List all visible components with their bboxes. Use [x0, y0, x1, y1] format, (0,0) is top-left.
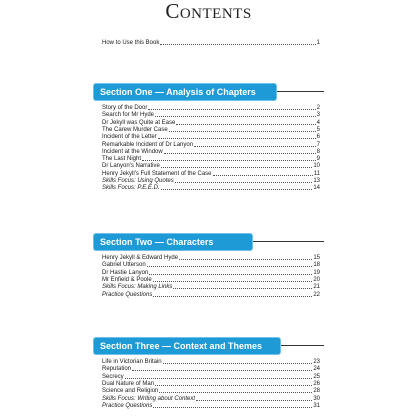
dot-leader	[173, 288, 312, 289]
dot-leader	[163, 363, 313, 364]
dot-leader	[175, 182, 313, 183]
dot-leader	[148, 109, 315, 110]
toc-entry	[102, 359, 320, 366]
dot-leader	[161, 167, 312, 168]
toc-entry-page: 11	[313, 170, 320, 177]
toc-entry	[102, 149, 320, 156]
toc-entry-label: Skills Focus: Making Links	[102, 284, 173, 291]
dot-leader	[196, 400, 312, 401]
toc-entry-page: 14	[313, 185, 320, 192]
toc-entry	[102, 127, 320, 134]
dot-leader	[158, 138, 316, 139]
toc-entry	[102, 163, 320, 170]
toc-entry-label: Story of the Door	[102, 105, 148, 111]
dot-leader	[142, 160, 316, 161]
toc-entry-label: The Last Night	[102, 156, 142, 163]
toc-entry-label: Science and Religion	[102, 388, 159, 395]
toc-entry-label: Incident at the Window	[102, 148, 163, 155]
page-title: Contents	[165, 0, 252, 23]
toc-entry	[102, 374, 320, 381]
toc-entry	[102, 112, 320, 119]
toc-entry-label: Life in Victorian Britain	[102, 359, 162, 365]
dot-leader	[153, 407, 312, 408]
toc-entry	[102, 178, 320, 185]
toc-entry	[102, 292, 320, 299]
dot-leader	[161, 189, 313, 190]
dot-leader	[159, 392, 312, 393]
toc-entry-label: Search for Mr Hyde	[102, 112, 155, 119]
toc-entry-label: Dr Jekyll was Quite at Ease	[102, 119, 176, 126]
toc-entry-label: Secrecy	[102, 373, 124, 380]
dot-leader	[155, 385, 312, 386]
toc-entry-label: The Carew Murder Case	[102, 126, 168, 133]
toc-entry-label: Practice Questions	[102, 291, 153, 298]
toc-entry-page: 20	[313, 276, 320, 283]
toc-entry	[102, 40, 320, 47]
toc-entry	[102, 105, 320, 112]
toc-entry	[102, 381, 320, 388]
toc-entry-label: Henry Jekyll & Edward Hyde	[102, 255, 179, 261]
toc-entry	[102, 185, 320, 192]
toc-entry-page: 28	[313, 388, 320, 395]
toc-entry-page: 25	[313, 373, 320, 380]
toc-entry-label: Practice Questions	[102, 402, 153, 409]
toc-entry-page: 13	[313, 178, 320, 184]
toc-entry-page: 19	[313, 269, 320, 276]
dot-leader	[160, 44, 315, 45]
toc-entry-page: 21	[313, 284, 320, 291]
toc-entry	[102, 388, 320, 395]
dot-leader	[147, 266, 313, 267]
toc-entry-page: 9	[316, 156, 320, 163]
toc-entry	[102, 156, 320, 163]
dot-leader	[176, 124, 315, 125]
dot-leader	[132, 370, 312, 371]
toc-entry	[102, 396, 320, 403]
toc-entry-label: Gabriel Utterson	[102, 262, 146, 269]
toc-entry-page: 1	[316, 40, 320, 46]
toc-entry-page: 30	[313, 395, 320, 402]
section-heading: Section Two — Characters	[94, 234, 252, 250]
toc-entry-page: 15	[313, 255, 320, 261]
dot-leader	[153, 296, 312, 297]
dot-leader	[179, 259, 312, 260]
toc-entry-label: How to Use this Book	[102, 40, 160, 46]
toc-entry-page: 3	[316, 112, 320, 119]
toc-entry-page: 2	[316, 105, 320, 111]
dot-leader	[164, 153, 316, 154]
toc-entry-label: Skills Focus: Writing about Context	[102, 395, 196, 402]
toc-entry	[102, 134, 320, 141]
toc-entry-label: Dual Nature of Man	[102, 380, 155, 387]
toc-entry-page: 24	[313, 366, 320, 373]
toc-entry	[102, 262, 320, 269]
toc-entry-page: 10	[313, 163, 320, 170]
toc-entry	[102, 270, 320, 277]
toc-entry-label: Henry Jekyll's Full Statement of the Case	[102, 170, 212, 177]
toc-entry-page: 8	[316, 148, 320, 155]
toc-entry-page: 5	[316, 126, 320, 133]
toc-entry-page: 26	[313, 380, 320, 387]
toc-entry-page: 4	[316, 119, 320, 126]
dot-leader	[149, 274, 312, 275]
toc-entry	[102, 120, 320, 127]
section-heading: Section Three — Context and Themes	[94, 338, 280, 354]
dot-leader	[155, 116, 316, 117]
toc-entry	[102, 171, 320, 178]
toc-entry	[102, 277, 320, 284]
dot-leader	[194, 146, 316, 147]
toc-entry-label: Skills Focus: Using Quotes	[102, 178, 174, 184]
toc-entry-label: Skills Focus: P.E.E.D.	[102, 185, 160, 192]
toc-entry-page: 31	[313, 402, 320, 409]
toc-entry-page: 23	[313, 359, 320, 365]
toc-entry	[102, 255, 320, 262]
dot-leader	[125, 378, 313, 379]
toc-entry	[102, 403, 320, 410]
toc-entry	[102, 366, 320, 373]
dot-leader	[153, 281, 313, 282]
toc-entry-label: Remarkable Incident of Dr Lanyon	[102, 141, 194, 148]
toc-entry-page: 7	[316, 141, 320, 148]
toc-entry-label: Mr Enfield & Poole	[102, 276, 152, 283]
dot-leader	[213, 175, 313, 176]
toc-entry-label: Incident of the Letter	[102, 134, 157, 141]
toc-entry-page: 22	[313, 291, 320, 298]
toc-entry-label: Reputation	[102, 366, 132, 373]
toc-entry-label: Dr Lanyon's Narrative	[102, 163, 160, 170]
toc-entry-page: 18	[313, 262, 320, 269]
toc-entry	[102, 142, 320, 149]
toc-entry	[102, 284, 320, 291]
toc-entry-page: 6	[316, 134, 320, 141]
dot-leader	[169, 131, 316, 132]
toc-entry-label: Dr Hastie Lanyon	[102, 269, 149, 276]
section-heading: Section One — Analysis of Chapters	[94, 84, 276, 100]
